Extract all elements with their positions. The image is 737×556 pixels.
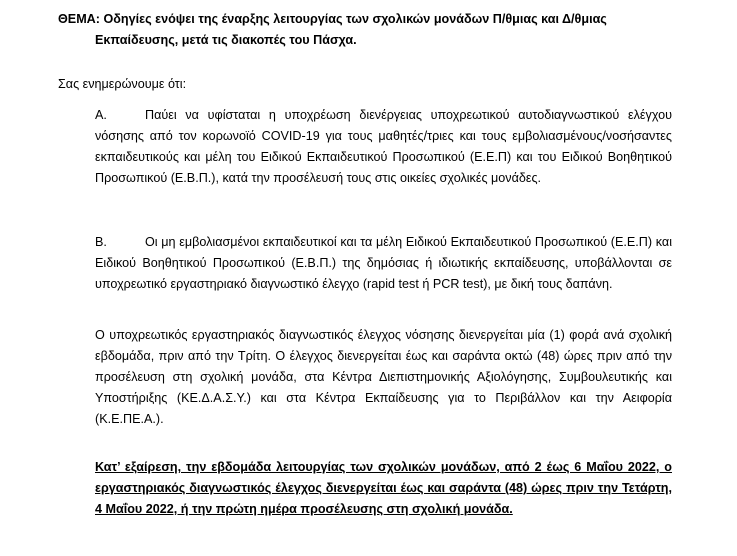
paragraph-b-label: Β. [95,235,107,249]
paragraph-a-label: Α. [95,108,107,122]
paragraph-b [95,232,672,295]
subject-line-1: ΘΕΜΑ: Οδηγίες ενόψει της έναρξης λειτουργίας των σχολικών μονάδων Π/θμιας και Δ/θμιας [58,12,607,26]
paragraph-b-text: Οι μη εμβολιασμένοι εκπαιδευτικοί και τα μέλη Ειδικού Εκπαιδευτικού Προσωπικού (Ε.Ε.Π) και Ειδικού Βοηθητικού Προσωπικού (Ε.Β.Π.) της δημόσιας ή ιδιωτικής εκπαίδευσης, υποβάλλονται σε υποχρεωτικό εργαστηριακό διαγνωστικό έλεγχο (rapid test ή PCR test), με δική τους δαπάνη. [95,235,672,291]
subject-line-2: Εκπαίδευσης, μετά τις διακοπές του Πάσχα. [95,33,357,47]
paragraph-exception-notice: Κατ’ εξαίρεση, την εβδομάδα λειτουργίας των σχολικών μονάδων, από 2 έως 6 Μαΐου 2022, ο εργαστηριακός διαγνωστικός έλεγχος διενεργείται έως και σαράντα (48) ώρες πριν την Τετάρτη, 4 Μαΐου 2022, ή την πρώτη ημέρα προσέλευσης στη σχολική μονάδα. [95,460,672,516]
intro-text: Σας ενημερώνουμε ότι: [58,77,187,91]
paragraph-testing-frequency: Ο υποχρεωτικός εργαστηριακός διαγνωστικός έλεγχος νόσησης διενεργείται μία (1) φορά ανά σχολική εβδομάδα, πριν από την Τρίτη. Ο έλεγχος διενεργείται έως και σαράντα οκτώ (48) ώρες πριν από την προσέλευση στη σχολική μονάδα, στα Κέντρα Διεπιστημονικής Αξιολόγησης, Συμβουλευτικής και Υποστήριξης (ΚΕ.Δ.Α.Σ.Υ.) και στα Κέντρα Εκπαίδευσης για το Περιβάλλον και την Αειφορία (Κ.Ε.ΠΕ.Α.). [95,328,672,426]
paragraph-a [95,105,672,189]
document-subject [58,9,698,51]
paragraph-a-text: Παύει να υφίσταται η υποχρέωση διενέργειας υποχρεωτικού αυτοδιαγνωστικού ελέγχου νόσησης από τον κορωνοϊό COVID-19 για τους μαθητές/τριες και τους εμβολιασμένους/νοσήσαντες εκπαιδευτικούς και μέλη του Ειδικού Εκπαιδευτικού Προσωπικού (Ε.Ε.Π) και του Ειδικού Βοηθητικού Προσωπικού (Ε.Β.Π.), κατά την προσέλευσή τους στις οικείες σχολικές μονάδες. [95,108,672,185]
